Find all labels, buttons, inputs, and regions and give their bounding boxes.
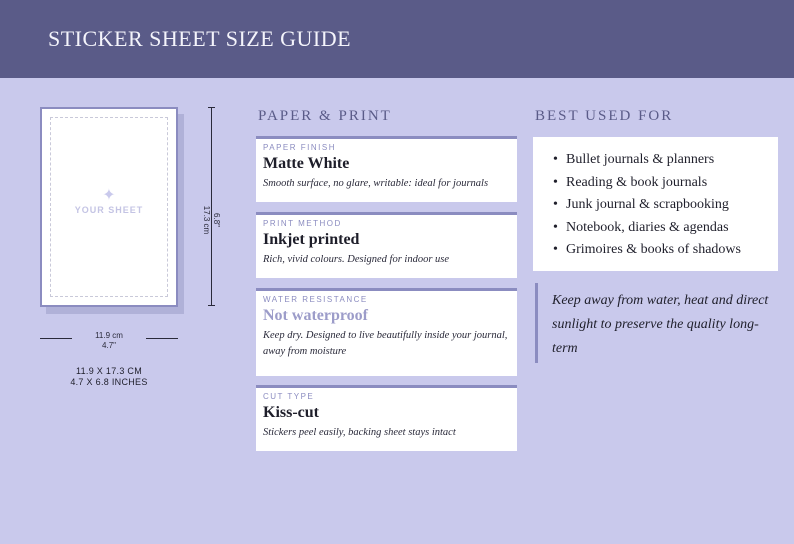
card-water-resistance [256,288,517,376]
width-cm: 11.9 cm [95,331,123,340]
height-dimension-tick-top [208,107,215,108]
list-item: • Notebook, diaries & agendas [553,217,768,240]
width-dimension-line-right [146,338,178,339]
card-description: Smooth surface, no glare, writable: ideal for journals [263,178,489,189]
bullet-icon: • [553,197,558,212]
width-dimension-line-left [40,338,72,339]
card-value: Kiss-cut [263,404,319,421]
note-accent-bar [535,283,538,363]
width-dimension-label [74,331,144,351]
size-summary [40,366,178,388]
width-inches: 4.7" [102,341,116,350]
header-banner [0,0,794,78]
card-label: PAPER FINISH [263,143,336,152]
sparkle-icon: ✦ [102,185,116,204]
paper-print-heading: PAPER & PRINT [258,108,392,124]
uses-list [553,149,768,262]
list-item: • Reading & book journals [553,172,768,195]
card-paper-finish [256,136,517,202]
card-label: CUT TYPE [263,392,315,401]
card-print-method [256,212,517,278]
list-item: • Grimoires & books of shadows [553,239,768,262]
card-cut-type [256,385,517,451]
list-item: • Bullet journals & planners [553,149,768,172]
card-description: Rich, vivid colours. Designed for indoor use [263,254,450,265]
height-dimension-tick-bottom [208,305,215,306]
card-value: Inkjet printed [263,231,360,248]
list-item: • Junk journal & scrapbooking [553,194,768,217]
bullet-icon: • [553,152,558,167]
bullet-icon: • [553,219,558,235]
sheet-label: YOUR SHEET [74,205,144,215]
card-description: Keep dry. Designed to live beautifully inside your journal, away from moisture [263,330,508,357]
bullet-icon: • [553,174,558,190]
uses-list-box [533,137,778,271]
bullet-icon: • [553,242,558,257]
card-description: Stickers peel easily, backing sheet stays intact [263,427,456,438]
card-label: WATER RESISTANCE [263,295,368,304]
sheet-illustration [40,107,178,307]
care-note: Keep away from water, heat and direct sunlight to preserve the quality long-term [552,293,769,356]
height-cm: 17.3 cm [202,205,211,235]
size-inches: 4.7 X 6.8 INCHES [70,377,148,387]
card-value: Matte White [263,155,350,172]
card-label: PRINT METHOD [263,219,342,228]
height-dimension-label [201,190,221,250]
size-cm: 11.9 X 17.3 CM [75,366,143,376]
best-used-for-heading: BEST USED FOR [535,108,674,124]
page-title: STICKER SHEET SIZE GUIDE [48,26,352,51]
height-inches: 6.8" [212,213,221,227]
card-value: Not waterproof [263,307,369,324]
